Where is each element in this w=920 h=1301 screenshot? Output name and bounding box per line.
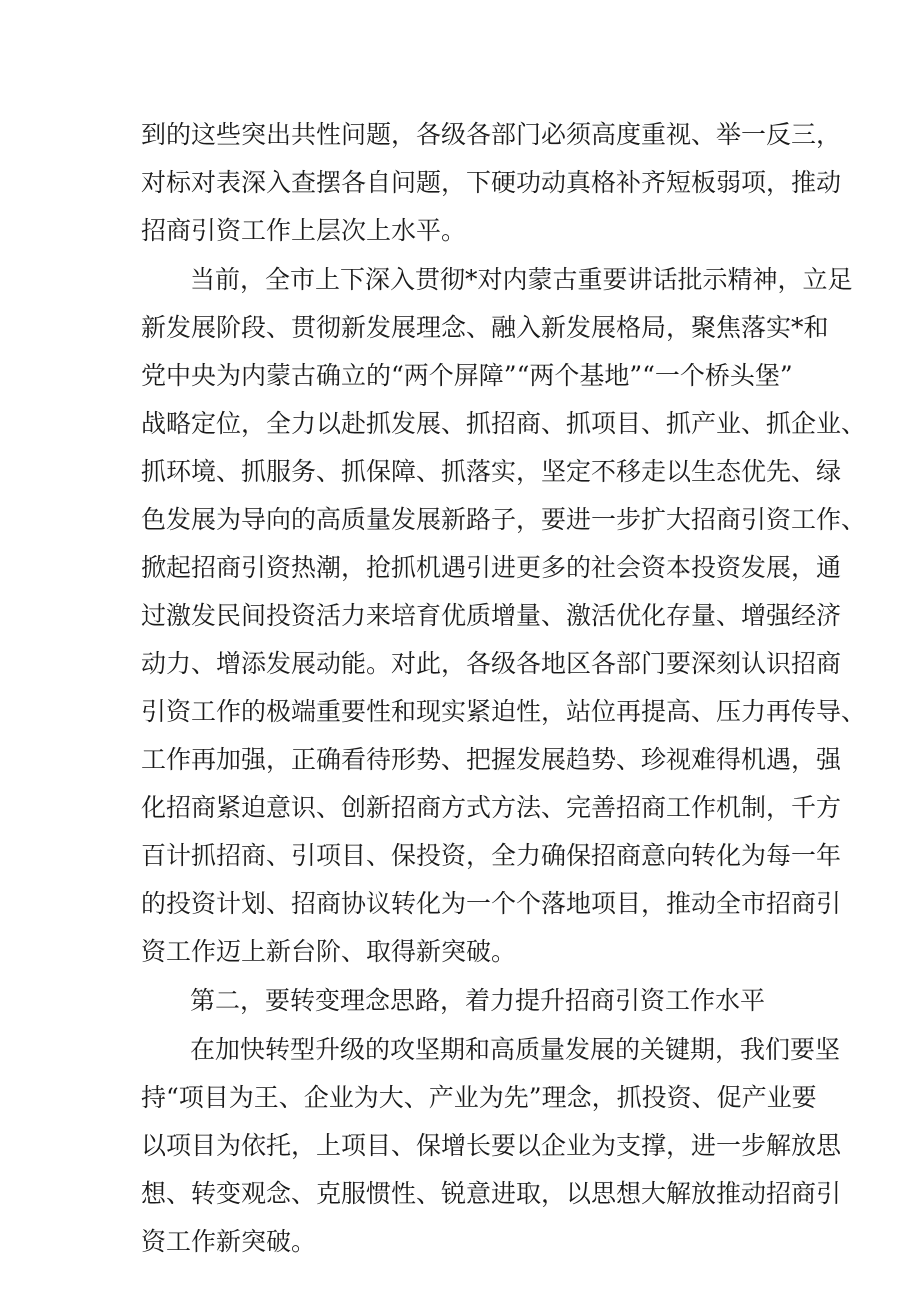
text-line: 百计抓招商、引项目、保投资，全力确保招商意向转化为每一年 [141,841,842,870]
text-line: 掀起招商引资热潮，抢抓机遇引进更多的社会资本投资发展，通 [141,553,842,582]
text-line: 色发展为导向的高质量发展新路子，要进一步扩大招商引资工作、 [141,505,867,534]
paragraph-first-line: 在加快转型升级的攻坚期和高质量发展的关键期，我们要坚 [190,1035,841,1064]
text-line: 战略定位，全力以赴抓发展、抓招商、抓项目、抓产业、抓企业、 [141,409,867,438]
text-line: 新发展阶段、贯彻新发展理念、融入新发展格局，聚焦落实*和 [141,313,829,342]
text-line: 资工作新突破。 [141,1227,317,1256]
text-line: 资工作迈上新台阶、取得新突破。 [141,937,517,966]
text-line: 过激发民间投资活力来培育优质增量、激活优化存量、增强经济 [141,601,842,630]
text-line: 动力、增添发展动能。对此，各级各地区各部门要深刻认识招商 [141,649,842,678]
text-line: 到的这些突出共性问题，各级各部门必须高度重视、举一反三， [141,120,842,149]
paragraph-first-line: 当前，全市上下深入贯彻*对内蒙古重要讲话批示精神，立足 [190,265,853,294]
section-heading: 第二，要转变理念思路，着力提升招商引资工作水平 [190,986,766,1015]
text-line: 对标对表深入查摆各自问题，下硬功动真格补齐短板弱项，推动 [141,168,842,197]
text-line: 想、转变观念、克服惯性、锐意进取，以思想大解放推动招商引 [141,1179,842,1208]
text-line: 抓环境、抓服务、抓保障、抓落实，坚定不移走以生态优先、绿 [141,457,842,486]
text-line: 持“项目为王、企业为大、产业为先”理念，抓投资、促产业要 [141,1083,817,1112]
text-line: 党中央为内蒙古确立的“两个屏障”“两个基地”“一个桥头堡” [141,361,793,390]
text-line: 招商引资工作上层次上水平。 [141,216,467,245]
text-line: 引资工作的极端重要性和现实紧迫性，站位再提高、压力再传导、 [141,697,867,726]
text-line: 化招商紧迫意识、创新招商方式方法、完善招商工作机制，千方 [141,793,842,822]
text-line: 的投资计划、招商协议转化为一个个落地项目，推动全市招商引 [141,889,842,918]
text-line: 工作再加强，正确看待形势、把握发展趋势、珍视难得机遇，强 [141,745,842,774]
text-line: 以项目为依托，上项目、保增长要以企业为支撑，进一步解放思 [141,1131,842,1160]
